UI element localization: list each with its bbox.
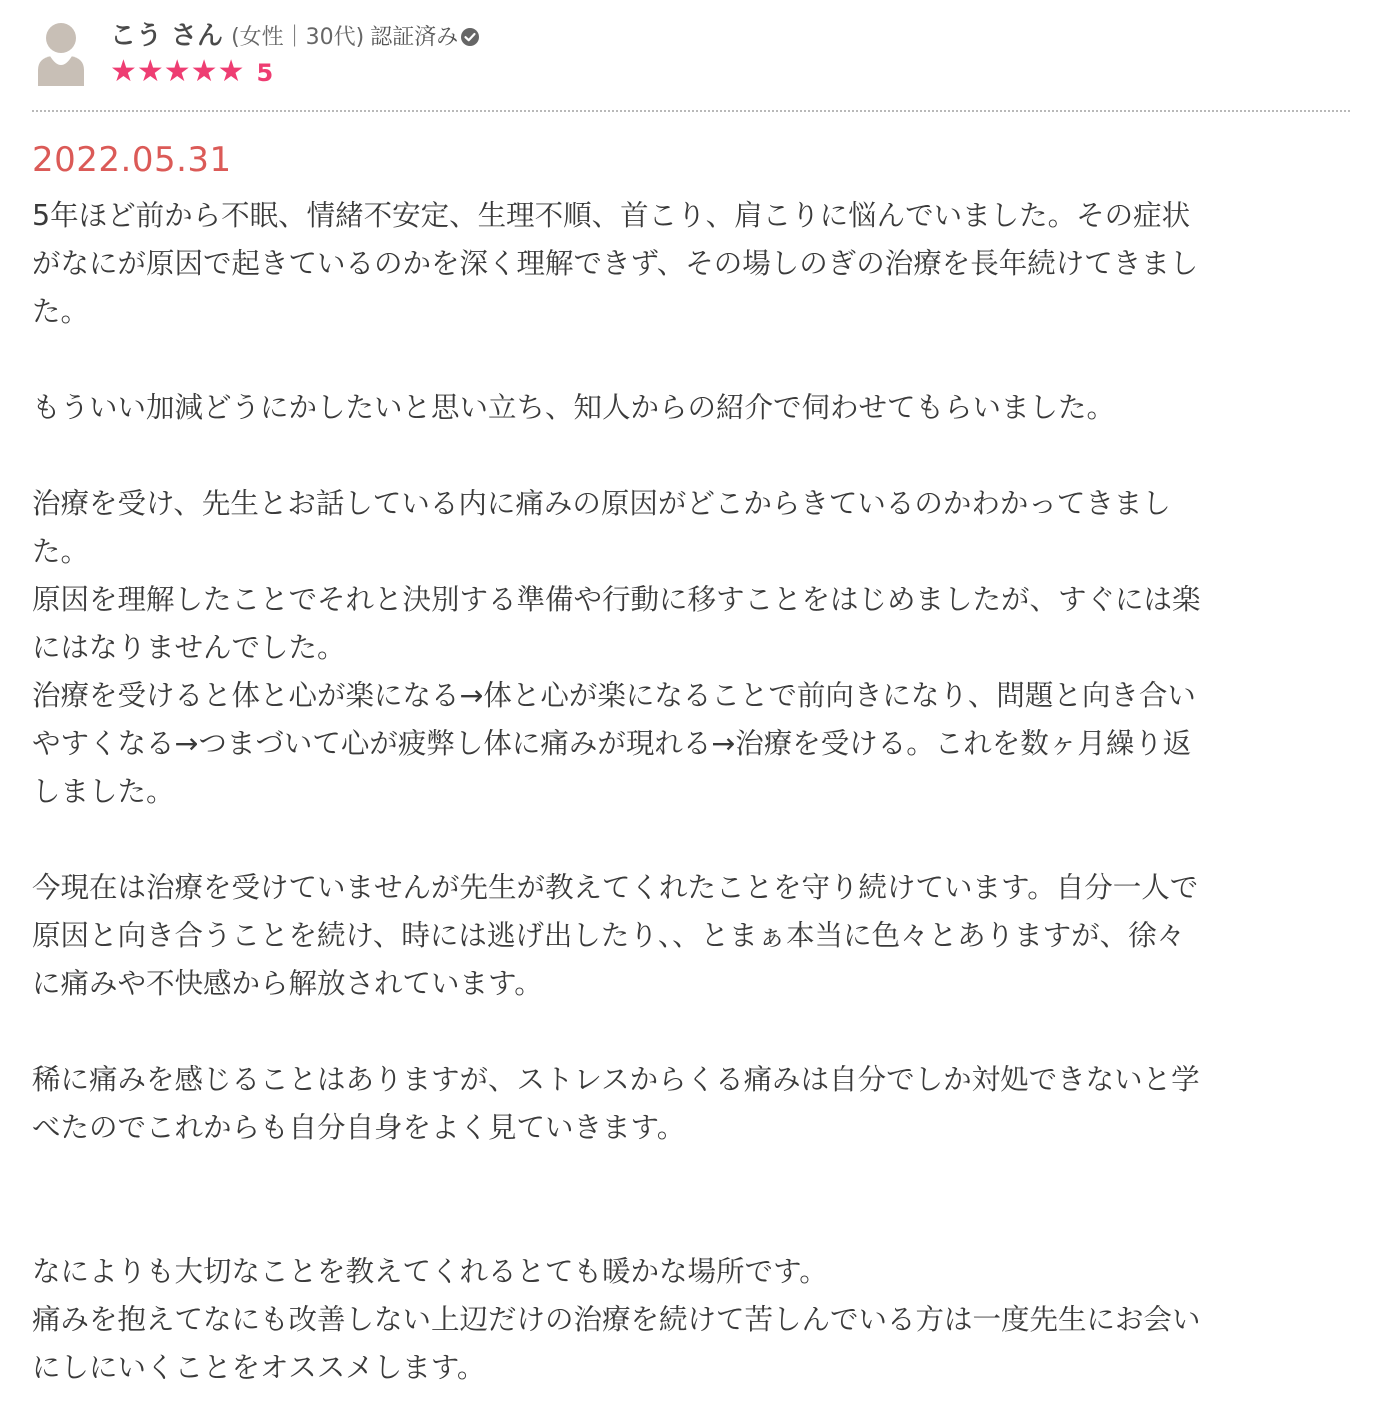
review-line: 治療を受けると体と心が楽になる→体と心が楽になることで前向きになり、問題と向き合い	[32, 679, 1196, 712]
reviewer-name: こう さん	[110, 21, 224, 51]
review-line: もういい加減どうにかしたいと思い立ち、知人からの紹介で伺わせてもらいました。	[32, 391, 1116, 424]
reviewer-info	[110, 18, 480, 57]
review-line: 5年ほど前から不眠、情緒不安定、生理不順、首こり、肩こりに悩んでいました。その症状	[32, 199, 1191, 232]
review-line: にしにいくことをオススメします。	[32, 1351, 486, 1384]
verified-label: 認証済み	[370, 25, 459, 50]
rating	[110, 56, 273, 92]
paragraph-gap	[32, 1200, 1350, 1248]
review-line: にはなりませんでした。	[32, 631, 346, 664]
review-line: しました。	[32, 775, 175, 808]
paragraph-gap	[32, 1008, 1350, 1056]
review-line: 痛みを抱えてなにも改善しない上辺だけの治療を続けて苦しんでいる方は一度先生にお会い	[32, 1303, 1201, 1336]
review-header	[32, 0, 1350, 112]
user-avatar-icon	[34, 18, 88, 88]
rating-value: 5	[256, 59, 274, 87]
paragraph-gap	[32, 816, 1350, 864]
review-card	[32, 0, 1350, 1384]
paragraph-gap	[32, 1152, 1350, 1200]
review-line: べたのでこれからも自分自身をよく見ていきます。	[32, 1111, 686, 1144]
rating-stars: ★★★★★	[110, 54, 245, 89]
review-line: なによりも大切なことを教えてくれるとても暖かな場所です。	[32, 1255, 828, 1288]
review-line: がなにが原因で起きているのかを深く理解できず、その場しのぎの治療を長年続けてきまし	[32, 247, 1199, 280]
check-circle-icon	[460, 27, 480, 47]
paragraph-gap	[32, 432, 1350, 480]
reviewer-meta: (女性｜30代)	[231, 25, 365, 50]
review-date: 2022.05.31	[32, 140, 232, 180]
review-body	[32, 192, 1350, 1392]
review-line: た。	[32, 535, 90, 568]
review-line: 原因と向き合うことを続け、時には逃げ出したり、、とまぁ本当に色々とありますが、徐々	[32, 919, 1186, 952]
review-line: やすくなる→つまづいて心が疲弊し体に痛みが現れる→治療を受ける。これを数ヶ月繰り返	[32, 727, 1192, 760]
review-line: 今現在は治療を受けていませんが先生が教えてくれたことを守り続けています。自分一人で	[32, 871, 1199, 904]
review-line: た。	[32, 295, 90, 328]
review-line: 原因を理解したことでそれと決別する準備や行動に移すことをはじめましたが、すぐには楽	[32, 583, 1201, 616]
review-line: に痛みや不快感から解放されています。	[32, 967, 543, 1000]
review-line: 治療を受け、先生とお話している内に痛みの原因がどこからきているのかわかってきまし	[32, 487, 1171, 520]
review-line: 稀に痛みを感じることはありますが、ストレスからくる痛みは自分でしか対処できないと学	[32, 1063, 1200, 1096]
paragraph-gap	[32, 336, 1350, 384]
